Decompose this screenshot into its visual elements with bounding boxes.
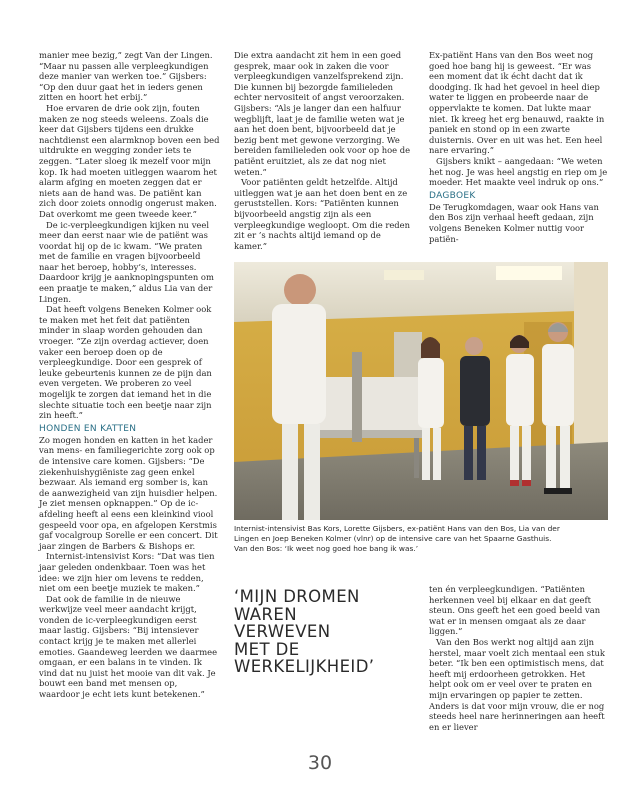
paragraph: Zo mogen honden en katten in het kader van mens- en familiegerichte zorg ook op de intensive care komen. Gijsbers: “De ziekenhuishygiëniste zag geen enkel bezwaar. Als iemand erg somber is, kan de aanwezigheid van zijn huisdier helpen. Je ziet mensen opknappen.” Op de ic-afdeling heeft al eens een kleinkind viool gespeeld voor opa, en afgelopen Kerstmis gaf vocalgroup Sorelle er een concert. Dit jaar zingen de Barbers & Bishops er.	[39, 434, 218, 551]
paragraph: Van den Bos werkt nog altijd aan zijn herstel, maar voelt zich mentaal een stuk beter. “Ik ben een optimistisch mens, dat heeft mij erdoorheen getrokken. Het helpt ook om er veel over te praten en mijn ervaringen op papier te zetten. Anders is dat voor mijn vrouw, die er nog steeds heel nare herinneringen aan heeft en er liever	[429, 636, 605, 732]
paragraph: Ex-patiënt Hans van den Bos weet nog goed hoe bang hij is geweest. “Er was een moment dat ik écht dacht dat ik doodging. Ik had het gevoel in heel diep water te liggen en probeerde naar de oppervlakte te komen. Dat lukte maar niet. Ik kreeg het erg benauwd, raakte in paniek en stond op in een zwarte duisternis. Over en uit was het. Een heel nare ervaring.”	[429, 50, 605, 156]
paragraph: De Terugkomdagen, waar ook Hans van den Bos zijn verhaal heeft gedaan, zijn volgens Beneken Kolmer nuttig voor patiën-	[429, 201, 599, 244]
section-heading: DAGBOEK	[429, 190, 476, 201]
article-photo	[234, 262, 608, 520]
caption-line: Lingen en Joep Beneken Kolmer (vlnr) op de intensive care van het Spaarne Gasthuis.	[234, 534, 552, 543]
paragraph: ten én verpleegkundigen. “Patiënten herkennen veel bij elkaar en dat geeft steun. Ons geeft het een goed beeld van wat er in mensen omgaat als ze daar liggen.”	[429, 584, 601, 637]
pull-quote-line: MET DE	[234, 639, 300, 659]
paragraph: Die extra aandacht zit hem in een goed gesprek, maar ook in zaken die voor verpleegkundigen vanzelfsprekend zijn. Die kunnen bij bezorgde familieleden echter nervositeit of angst veroorzaken. Gijsbers: “Als je langer dan een halfuur wegblijft, laat je de familie weten wat je aan het doen bent, bijvoorbeeld dat je bezig bent met gewone verzorging. We bereiden familieleden ook voor op hoe de patiënt eruitziet, als ze dat nog niet weten.”	[234, 50, 411, 177]
caption-line: Internist-intensivist Bas Kors, Lorette Gijsbers, ex-patiënt Hans van den Bos, Lia van der	[234, 524, 560, 533]
page-number: 30	[307, 752, 333, 774]
caption-line: Van den Bos: ‘Ik weet nog goed hoe bang ik was.’	[234, 544, 419, 553]
paragraph: Dat ook de familie in de nieuwe werkwijze veel meer aandacht krijgt, vonden de ic-verpleegkundigen eerst maar lastig. Gijsbers: “Bij intensiever contact krijg je te maken met allerlei emoties. Gaandeweg leerden we daarmee omgaan, er een balans in te vinden. Ik vind dat nu juist het mooie van dit vak. Je bouwt een band met mensen op, waardoor je echt iets kunt betekenen.”	[39, 593, 218, 700]
pull-quote-line: WERKELIJKHEID’	[234, 657, 375, 676]
article-column-1	[39, 50, 220, 700]
paragraph: Dat heeft volgens Beneken Kolmer ook te maken met het feit dat patiënten minder in slaap worden gehouden dan vroeger. “Ze zijn overdag actiever, doen vaker een beroep doen op de verpleegkundige. Door een gesprek of leuke gebeurtenis kunnen ze de pijn dan even vergeten. We proberen zo veel mogelijk te zorgen dat iemand het in die slechte situatie toch een beetje naar zijn zin heeft.”	[39, 304, 212, 421]
article-column-3-continued	[429, 584, 608, 732]
photo-caption	[234, 524, 608, 554]
paragraph: Internist-intensivist Kors: “Dat was tien jaar geleden ondenkbaar. Toen was het idee: we zijn hier om levens te redden, niet om een beetje muziek te maken.”	[39, 551, 215, 594]
paragraph: De ic-verpleegkundigen kijken nu veel meer dan eerst naar wie de patiënt was voordat hij op de ic kwam. “We praten met de familie en vragen bijvoorbeeld naar het beroep, hobby’s, interesses. Daardoor krijg je aanknopingspunten om een praatje te maken,” aldus Lia van der Lingen.	[39, 219, 214, 304]
pull-quote-line: WAREN	[234, 604, 297, 624]
paragraph: Gijsbers knikt – aangedaan: “We weten het nog. Je was heel angstig en riep om je moeder. Het maakte veel indruk op ons.”	[429, 155, 608, 188]
paragraph: Hoe ervaren de drie ook zijn, fouten maken ze nog steeds weleens. Zoals die keer dat Gijsbers tijdens een drukke nachtdienst een alarmknop boven een bed uitdrukte en wegging zonder iets te zeggen. “Later sloeg ik mezelf voor mijn kop. Ik had moeten uitleggen waarom het alarm afging en moeten zeggen dat er niets aan de hand was. De patiënt kan zich door zoiets onnodig ongerust maken. Dat overkomt me geen tweede keer.”	[39, 102, 220, 219]
section-heading: HONDEN EN KATTEN	[39, 423, 137, 434]
pull-quote	[234, 588, 418, 676]
pull-quote-line: VERWEVEN	[234, 622, 331, 641]
paragraph: Voor patiënten geldt hetzelfde. Altijd uitleggen wat je aan het doen bent en ze geruststellen. Kors: “Patiënten kunnen bijvoorbeeld angstig zijn als een verpleegkundige wegloopt. Om die reden zit er ’s nachts altijd iemand op de kamer.”	[234, 177, 410, 251]
paragraph: manier mee bezig,” zegt Van der Lingen. “Maar nu passen alle verpleegkundigen deze manier van werken toe.” Gijsbers: “Op den duur gaat het in ieders genen zitten en hoort het erbij.”	[39, 50, 213, 103]
pull-quote-line: ‘MIJN DROMEN	[234, 587, 360, 606]
article-column-2	[234, 50, 415, 251]
article-column-3	[429, 50, 608, 244]
